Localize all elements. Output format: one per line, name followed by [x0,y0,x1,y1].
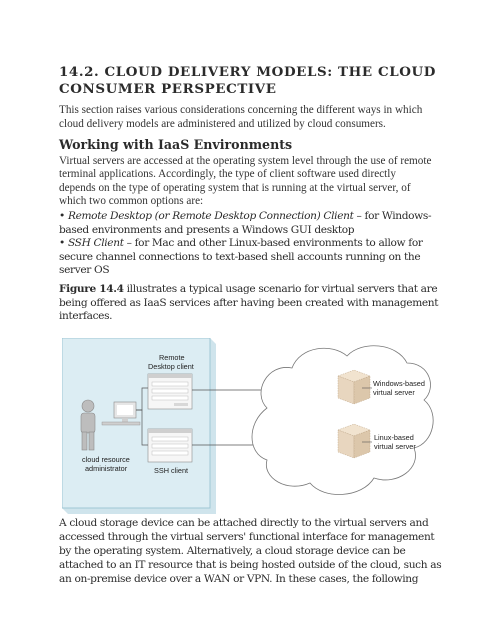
subheading: Working with IaaS Environments [59,137,293,152]
admin-label-line-2: administrator [85,464,128,473]
intro-line-1: This section raises various considerations concerning the different ways in which [59,104,423,116]
paragraph-1-line-3: depends on the type of operating system that is running at the virtual server, of [59,181,411,194]
bottom-line-4: attached to an IT resource that is being hosted outside of the cloud, such as [59,559,442,571]
section-heading-line-2: CONSUMER PERSPECTIVE [59,81,277,97]
bullet-mark: • [59,210,65,222]
linux-server-icon [338,424,370,458]
windows-server-icon [338,370,370,404]
figure-paragraph-line-1 [59,283,444,297]
bullet-1-line-2: based environments and presents a Windows GUI desktop [59,223,355,236]
windows-label-line-1: Windows-based [373,379,425,388]
bottom-line-1: A cloud storage device can be attached directly to the virtual servers and [59,517,429,529]
cloud-shape [252,346,433,495]
ssh-window-icon [148,429,192,462]
bottom-line-5: an on-premise device over a WAN or VPN. In these cases, the following [59,573,419,585]
bottom-line-3: by the operating system. Alternatively, a cloud storage device can be [59,545,406,557]
ssh-label: SSH client [154,466,189,475]
figure-paragraph-line-3: interfaces. [59,310,113,323]
iaas-usage-figure [62,338,434,518]
bottom-paragraph [59,516,444,586]
remote-label-line-1: Remote [159,353,185,362]
bullet-mark: • [59,237,65,250]
paragraph-1-line-4: which two common options are: [59,195,204,208]
section-heading [59,64,444,98]
bullet-1-rest: – for Windows- [353,210,432,222]
bullet-1-title: Remote Desktop (or Remote Desktop Connection) Client [67,210,354,222]
figure-paragraph-rest: illustrates a typical usage scenario for virtual servers that are [123,283,438,295]
figure-paragraph-line-2: being offered as IaaS services after having been created with management [59,296,439,309]
section-heading-line-1: 14.2. CLOUD DELIVERY MODELS: THE CLOUD [59,64,436,80]
figure-ref: Figure 14.4 [59,283,124,295]
windows-label-line-2: virtual server [373,388,415,397]
bottom-line-2: accessed through the virtual servers' functional interface for management [59,531,435,543]
linux-label-line-1: Linux-based [374,433,414,442]
bullet-list [59,210,444,278]
bullet-2-line-2: secure channel connections to text-based shell accounts running on the [59,250,421,263]
bullet-2-rest: – for Mac and other Linux-based environments to allow for [123,237,423,250]
paragraph-1-line-1: Virtual servers are accessed at the operating system level through the use of remote [59,155,432,167]
linux-label-line-2: virtual server [374,442,416,451]
figure-reference-paragraph [59,283,444,324]
bullet-1-line-1 [59,210,444,224]
remote-label-line-2: Desktop client [148,362,194,371]
admin-label-line-1: cloud resource [82,455,130,464]
bullet-2-line-3: server OS [59,264,110,277]
remote-desktop-window-icon [148,374,192,409]
bullet-2-title: SSH Client [67,237,124,250]
intro-line-2: cloud delivery models are administered and utilized by cloud consumers. [59,117,386,130]
paragraph-1 [59,155,444,209]
paragraph-1-line-2: terminal applications. Accordingly, the type of client software used directly [59,168,396,181]
bullet-2-line-1 [59,237,444,251]
intro-paragraph [59,104,444,131]
